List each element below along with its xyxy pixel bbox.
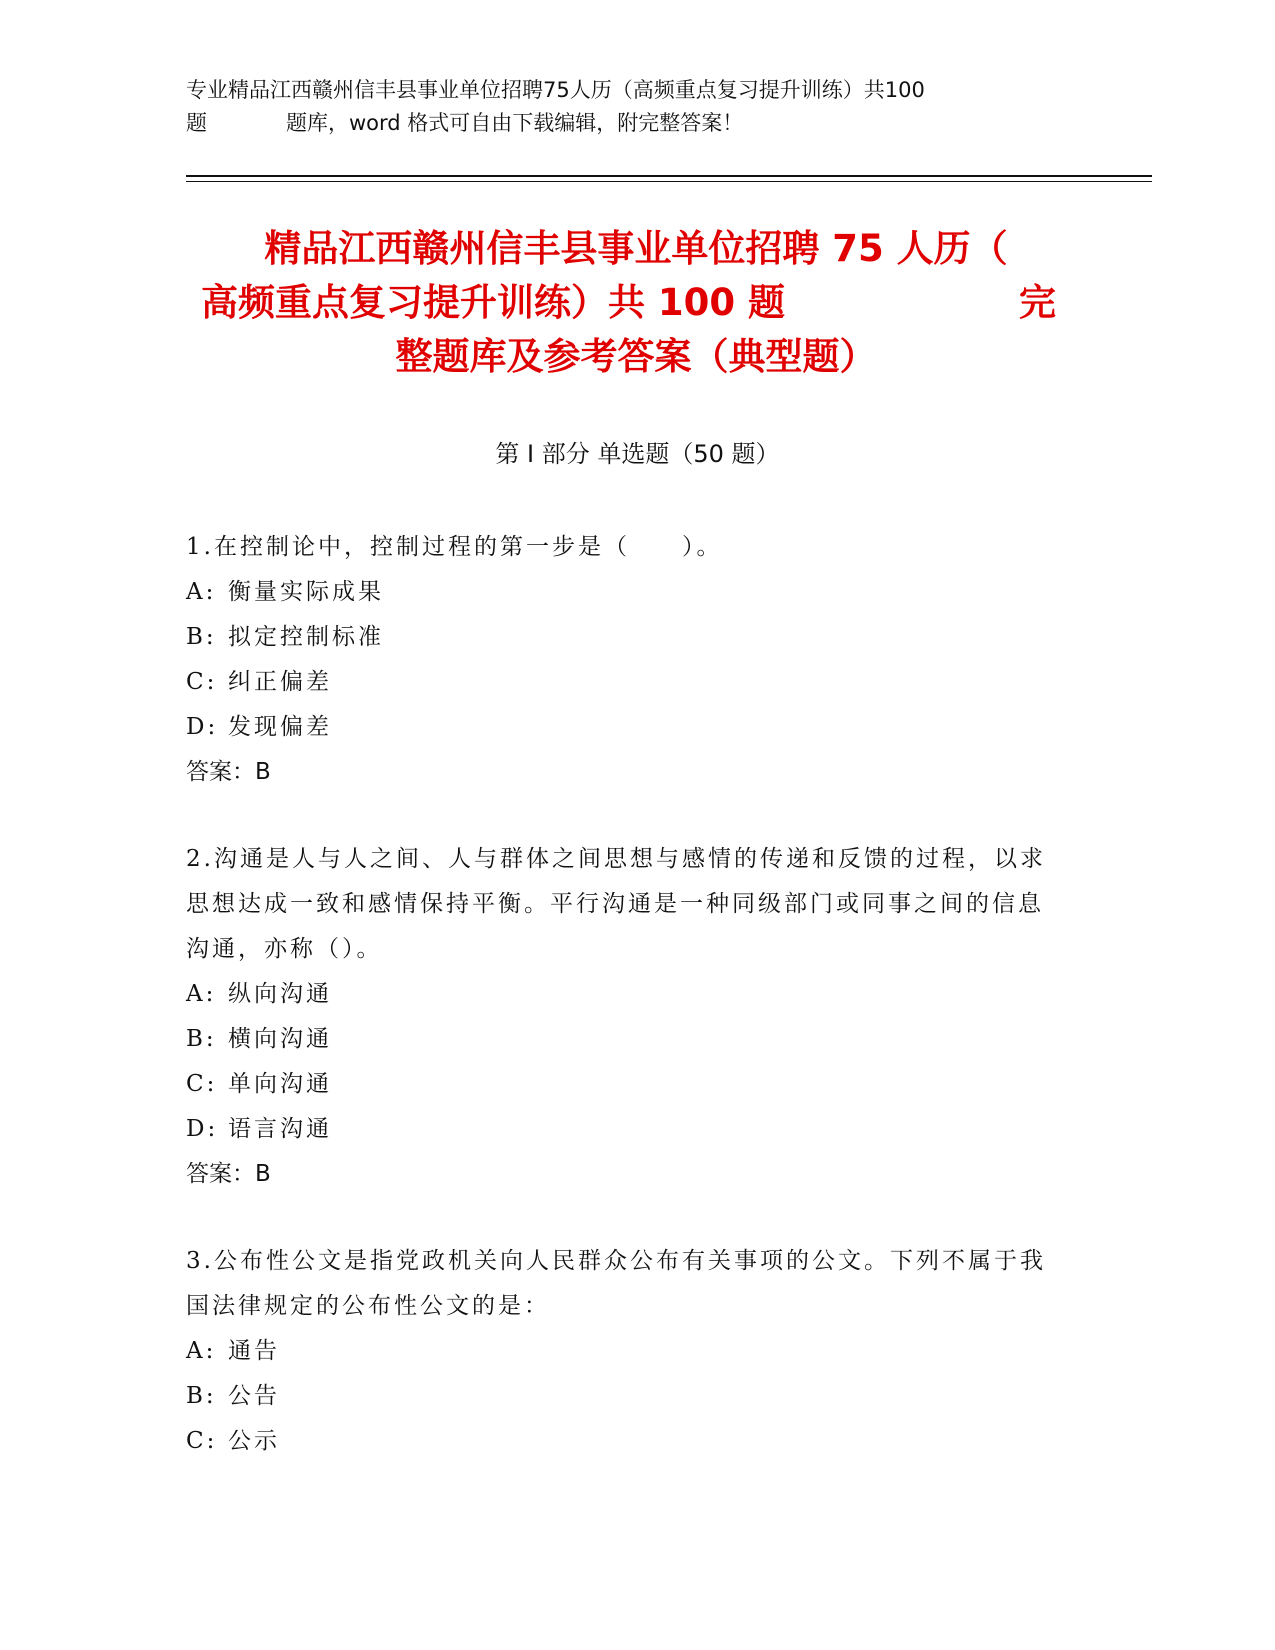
header-note-line2-start: 题 <box>186 111 207 135</box>
title-row-1: 精品江西赣州信丰县事业单位招聘 75 人历（ <box>264 227 1008 270</box>
question-stem: 2.沟通是人与人之间、人与群体之间思想与感情的传递和反馈的过程，以求思想达成一致和感情保持平衡。平行沟通是一种同级部门或同事之间的信息沟通，亦称（）。 <box>186 846 1046 962</box>
option-a <box>186 570 1066 615</box>
option-text: 纵向沟通 <box>228 981 332 1007</box>
option-c <box>186 1419 1066 1464</box>
option-a <box>186 1329 1066 1374</box>
option-b <box>186 1017 1066 1062</box>
option-letter: B: <box>186 624 217 650</box>
option-text: 公示 <box>228 1428 280 1454</box>
header-divider-thick <box>186 175 1152 177</box>
option-a <box>186 972 1066 1017</box>
option-text: 发现偏差 <box>228 714 332 740</box>
section-heading: 第 I 部分 单选题（50 题） <box>495 440 780 468</box>
header-divider-thin <box>186 181 1152 182</box>
question-stem: 3.公布性公文是指党政机关向人民群众公布有关事项的公文。下列不属于我国法律规定的公布性公文的是： <box>186 1248 1046 1319</box>
header-note-line2 <box>186 107 1066 140</box>
option-text: 拟定控制标准 <box>228 624 384 650</box>
option-text: 纠正偏差 <box>228 669 332 695</box>
option-letter: D: <box>186 714 219 740</box>
option-letter: C: <box>186 1071 218 1097</box>
header-note-line2-rest: 题库，word 格式可自由下载编辑，附完整答案！ <box>286 111 744 135</box>
option-b <box>186 1374 1066 1419</box>
question-2 <box>186 837 1066 1197</box>
title-row-2 <box>186 276 1086 330</box>
header-note <box>186 74 1066 140</box>
option-c <box>186 1062 1066 1107</box>
option-letter: B: <box>186 1383 217 1409</box>
option-text: 衡量实际成果 <box>228 579 384 605</box>
header-note-line1: 专业精品江西赣州信丰县事业单位招聘75人历（高频重点复习提升训练）共100 <box>186 78 925 102</box>
option-d <box>186 1107 1066 1152</box>
option-text: 单向沟通 <box>228 1071 332 1097</box>
option-text: 公告 <box>228 1383 280 1409</box>
option-letter: B: <box>186 1026 217 1052</box>
option-letter: C: <box>186 669 218 695</box>
option-b <box>186 615 1066 660</box>
question-list <box>186 525 1066 1506</box>
document-title <box>186 222 1086 384</box>
question-1 <box>186 525 1066 795</box>
answer-line: 答案：B <box>186 1161 271 1187</box>
title-row-2-main: 高频重点复习提升训练）共 100 题 <box>201 281 785 324</box>
question-3 <box>186 1239 1066 1464</box>
title-row-3: 整题库及参考答案（典型题） <box>395 335 877 378</box>
option-letter: D: <box>186 1116 219 1142</box>
question-stem: 1.在控制论中，控制过程的第一步是（ ）。 <box>186 534 723 560</box>
option-letter: A: <box>186 579 217 605</box>
option-letter: A: <box>186 981 217 1007</box>
option-d <box>186 705 1066 750</box>
option-text: 语言沟通 <box>228 1116 332 1142</box>
option-letter: A: <box>186 1338 217 1364</box>
option-c <box>186 660 1066 705</box>
answer-line: 答案：B <box>186 759 271 785</box>
option-text: 横向沟通 <box>228 1026 332 1052</box>
title-row-2-tail: 完 <box>1019 281 1056 324</box>
option-text: 通告 <box>228 1338 280 1364</box>
option-letter: C: <box>186 1428 218 1454</box>
